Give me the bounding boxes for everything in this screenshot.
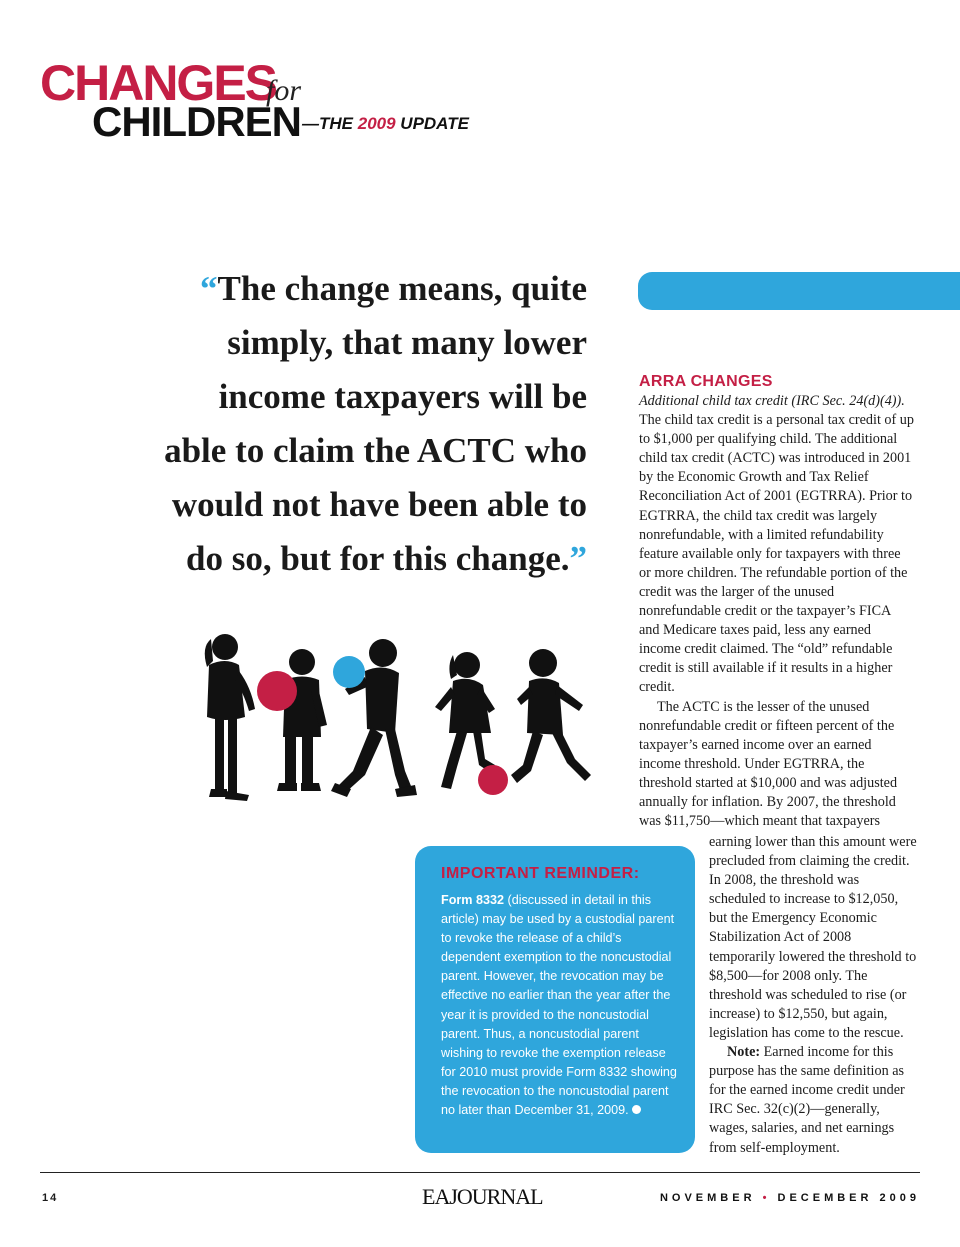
subtitle-year: 2009 (357, 114, 396, 133)
blue-ball-icon (333, 656, 365, 688)
masthead (40, 55, 540, 145)
paragraph-lead: Additional child tax credit (IRC Sec. 24(d)(4)). (639, 393, 905, 409)
article-paragraph-2b: earning lower than this amount were precluded from claiming the credit. In 2008, the threshold was scheduled to increase to $12,050, but the Emergency Economic Stabilization Act of 2008 temporarily lowered the threshold to $8,500—for 2008 only. The threshold was scheduled to rise (or increase) to $12,550, but again, legislation has come to the rescue. (709, 834, 917, 1041)
child-silhouette-1 (205, 634, 255, 801)
article-note (709, 1043, 919, 1158)
child-silhouette-5 (511, 649, 591, 783)
section-heading: ARRA CHANGES (639, 373, 773, 390)
article-column-1 (639, 372, 914, 831)
pull-quote-text: The change means, quite simply, that many lower income taxpayers will be able to claim the ACTC who would not have been able to do so, but for this change. (164, 269, 587, 578)
subtitle-prefix: —THE (302, 114, 358, 133)
reminder-form-name: Form 8332 (441, 893, 504, 907)
note-label: Note: (727, 1044, 761, 1061)
close-quote-mark: ” (569, 539, 587, 578)
masthead-title-children: CHILDREN (92, 98, 301, 145)
masthead-title-changes: CHANGES (40, 55, 277, 111)
reminder-title: IMPORTANT REMINDER: (441, 865, 640, 882)
children-silhouettes-illustration (195, 625, 595, 810)
date-separator: • (762, 1192, 771, 1204)
note-text: Earned income for this purpose has the same definition as for the earned income credit under IRC Sec. 32(c)(2)—generally, wages, salaries, and net earnings from self-employment. (709, 1044, 905, 1156)
masthead-title-for: for (266, 74, 302, 107)
subtitle-suffix: UPDATE (395, 114, 469, 133)
reminder-body (441, 891, 677, 1120)
article-column-2 (709, 833, 919, 1158)
journal-logo: EAJOURNAL (422, 1184, 543, 1209)
issue-month-2: DECEMBER 2009 (777, 1192, 920, 1204)
issue-date (660, 1192, 920, 1204)
footer-divider (40, 1172, 920, 1173)
issue-month-1: NOVEMBER (659, 1192, 756, 1204)
article-paragraph-1 (639, 392, 914, 698)
article-paragraph-2a: The ACTC is the lesser of the unused nonrefundable credit or fifteen percent of the taxpayer’s earned income over an earned income threshold. Under EGTRRA, the threshold started at $10,000 and was adjusted annually for inflation. By 2007, the threshold was $11,750—which meant that taxpayers (639, 698, 898, 830)
page-number: 14 (42, 1192, 59, 1204)
reminder-text: (discussed in detail in this article) may be used by a custodial parent to revoke the release of a child’s dependent exemption to the noncustodial parent. However, the revocation may be effective no earlier than the year after the year it is provided to the noncustodial parent. Thus, a noncustodial parent wishing to revoke the exemption release for 2010 must provide Form 8332 showing the revocation to the noncustodial parent no later than December 31, 2009. (441, 893, 677, 1118)
red-ball-icon (478, 765, 508, 795)
open-quote-mark: “ (200, 269, 218, 308)
red-ball-icon (257, 671, 297, 711)
masthead-subtitle (302, 114, 469, 134)
pull-quote (150, 262, 587, 586)
end-bullet-icon (632, 1105, 641, 1114)
important-reminder-box (415, 846, 695, 1153)
decorative-blue-bar (638, 272, 960, 310)
paragraph-text: The child tax credit is a personal tax credit of up to $1,000 per qualifying child. The additional child tax credit (ACTC) was introduced in 2001 by the Economic Growth and Tax Relief Reconciliation Act of 2001 (EGTRRA). Prior to EGTRRA, the child tax credit was largely nonrefundable, with a limited refundability feature available only for taxpayers with three or more children. The refundable portion of the credit was the larger of the unused nonrefundable credit or the taxpayer’s FICA and Medicare taxes paid, less any earned income credit claimed. The “old” refundable credit is still available if it results in a higher credit. (639, 412, 914, 696)
child-silhouette-2 (277, 649, 327, 791)
